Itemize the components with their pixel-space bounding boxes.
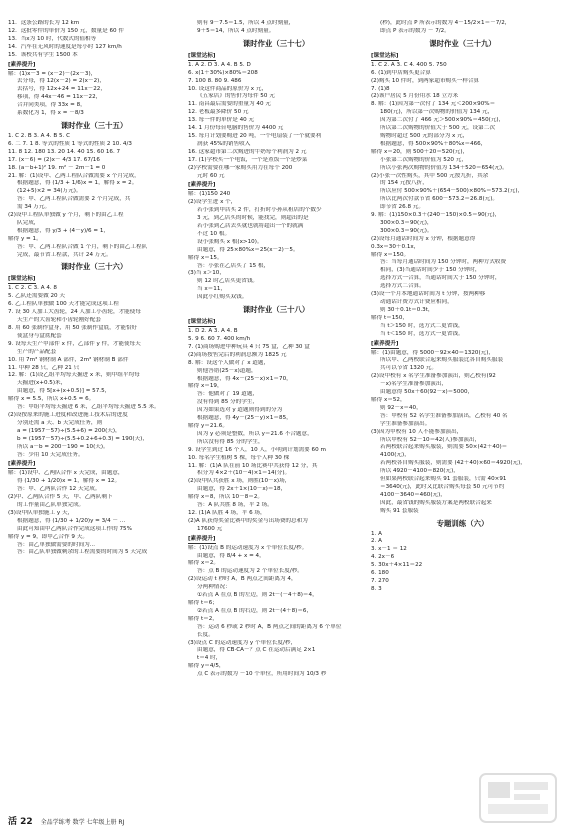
answer-line: 3 元，到乙店买的时候，能找完，则超出的是 xyxy=(197,215,309,222)
answer-line: －x)名学生准备参加演出， xyxy=(380,381,448,388)
answer-line: (2)设甲工程队单独做 y 个月，剩下的由乙工程 xyxy=(8,212,124,219)
answer-line: (2)小张一次性购买，其中 500 元按九折，其余 xyxy=(371,172,489,179)
answer-line: 12. 解：(1)设乙组平均每天掘进 x 米，则甲组平均每 xyxy=(8,372,140,379)
answer-line: 5. 30x＋4×11＝22 xyxy=(371,562,423,569)
answer-line: 选择方式二合算。 xyxy=(380,283,425,290)
section-title-special-6: 专题训练（六） xyxy=(436,518,489,528)
answer-line: 13. 每一件的单价是 40 元 xyxy=(188,117,255,124)
answers-block-d xyxy=(188,328,364,534)
answer-line: 因为第二次付了 466 元＞500×90%＝450(元)， xyxy=(380,117,505,124)
answer-line: 12. 老板最多降价 50 元 xyxy=(188,109,249,116)
answer-line: 的工作量由乙队单独完成。 xyxy=(17,502,85,509)
answer-line: 分别还需 a 天、b 天完成任务，则 xyxy=(17,419,103,426)
answer-line: 11. 解：(1)A 队在前 10 场比赛中共获得 12 分，其 xyxy=(188,462,318,469)
answer-line: 17. (1)学校买一个电饭，一个是煮饭一个是炒菜 xyxy=(188,156,308,163)
answer-line: 7. 设 30 人加工大齿轮，24 人加工小齿轮，才能使每 xyxy=(8,309,141,316)
answer-line: 分两种情况： xyxy=(197,584,231,591)
subsection-heading: [素养提升] xyxy=(8,61,36,68)
subsection-heading: [素养提升] xyxy=(371,340,399,347)
answer-line: 所以甲、乙两校联合起来购买服装比各自购买服装 xyxy=(380,357,504,364)
answers-block-c xyxy=(8,133,180,260)
answer-line: 由题意，得 5[x+(x+0.5)] = 57.5， xyxy=(17,388,111,395)
answer-line: 21. 解：(1)设甲、乙两工程队合做需要 x 个月完成， xyxy=(8,172,140,179)
answer-line: 由题意，得 2x＋1×(10－x)＝18， xyxy=(197,486,287,493)
answer-line: ①若点 A 在点 B 的左边，则 2t－(－4＋8)＝4， xyxy=(197,592,318,599)
answer-line: 解得 x＝8，所以 10－8＝2。 xyxy=(188,494,264,501)
answer-line: 系数化为 1，得 x = －8/3 xyxy=(17,110,84,117)
answers-block-e xyxy=(188,545,364,679)
answer-line: 购买 91 套服装 xyxy=(380,507,419,514)
answer-line: 所以第二次购物的价值大于 500 元，设第二次 xyxy=(380,125,495,132)
answer-line: 小张第二次购物的价值为 520 元， xyxy=(380,156,467,163)
answer-line: 8. 用 60 张制作盒身，用 50 张制作盒底，才能恰好 xyxy=(8,325,138,331)
answer-line: 7. (1)8 xyxy=(371,85,390,92)
answer-line: 学生准备参加演出。 xyxy=(380,420,431,427)
answer-line: 解得 x＝15。 xyxy=(188,254,223,261)
answer-line: 解得 x＝150。 xyxy=(371,251,410,258)
answer-line: 解得 t＝6； xyxy=(188,600,218,606)
answer-line: (3)因为甲校有 10 人不能参加演出， xyxy=(371,428,463,435)
answer-line: 完成，最节省工程款，共计 24 万元。 xyxy=(17,251,112,258)
subsection-heading: [素养提升] xyxy=(188,535,216,542)
answers-block-a xyxy=(188,20,364,36)
answer-line: (2)A 队获得奖金比赛中的奖金与出场费的总和为 xyxy=(188,517,308,524)
answer-line: 10. 用 7m³ 钢材制 A 部件，2m³ 钢材制 B 部件 xyxy=(8,356,129,363)
answer-line: 答：当每月通话时间为 150 分钟时，两种方式收费 xyxy=(380,259,507,266)
answer-line: 10. 每名学生植树 5 棵，每个人种 30 棵 xyxy=(188,454,290,461)
answer-line: 相同，(3)当通话时间少于 150 分钟时， xyxy=(380,267,481,274)
answer-line: 根据题意，得 (1/3 + 1/6)x = 1，解得 x = 2。 xyxy=(17,180,138,187)
answer-line: 300×0.3＝90(元)， xyxy=(380,219,433,226)
subsection-heading: [素养提升] xyxy=(188,182,216,189)
answer-line: 答：A 队共胜 8 场，平 2 场。 xyxy=(197,502,273,509)
answer-line: 17600 元 xyxy=(197,525,223,532)
answer-line: 答：由乙队单独做剩余的工程需要的时间为 5 天完成 xyxy=(17,549,148,556)
answer-line: 8. 解：(1)因为第一次付了 134 元＜200×90%＝ xyxy=(371,101,496,108)
answer-line: 9. 解：(1)150×0.3＋(240－150)×0.5＝90(元)， xyxy=(371,212,501,219)
answer-line: 6. (1)到甲店购买更合算 xyxy=(371,69,431,76)
answer-line: 根据题意，得 (1/30 + 1/20)y = 3/4 － ... xyxy=(17,517,126,524)
answer-line: 答：小张在乙店买了 15 根， xyxy=(197,262,270,269)
answer-line: 由题意得 50x＋60(92－x)＝5000， xyxy=(380,389,474,396)
answer-line: 点 C 表示的数为 －10 个单位，所用时间为 10/3 秒 xyxy=(197,671,327,678)
answer-line: 答：甲、乙两工程队合做需要 2 个月完成，共 xyxy=(17,196,131,203)
answer-line: 答：甲、乙两队合作 12 天完成。 xyxy=(17,486,101,493)
section-title-36: 课时作业（三十六） xyxy=(60,262,128,272)
answer-line: 8. 3 xyxy=(371,585,382,592)
answer-line: (2)商场按售完后的利润总额为 1825 元 xyxy=(188,351,287,358)
answer-line: b = (1957－57)÷(5.5+0.2+6+0.3) = 190(天)， xyxy=(17,435,148,442)
answer-line: 8. 解：设这个人做对了 x 道题， xyxy=(188,359,270,366)
answer-line: 根据题意，得 y/3 + (4－y)/6 = 1， xyxy=(17,227,110,234)
answer-line: 当 t＜150 时，选方式一更省钱。 xyxy=(380,330,464,337)
answer-line: 15．该校共有学生 1500 本 xyxy=(8,51,78,58)
answer-line: 1. D 2. A 3. A 4. B xyxy=(188,328,238,335)
answer-line: 所以小张两次购物的价值为 134＋520＝654(元)。 xyxy=(380,164,508,171)
answer-line: 答：甲校有 52 名学生准备参加演出，乙校有 40 名 xyxy=(380,412,508,419)
answer-line: 共可以节省 1320 元。 xyxy=(380,365,437,372)
answer-line: (秒)，此时点 P 所表示的数为 4－15/2×1＝－7/2， xyxy=(380,20,511,26)
answer-line: 1. A xyxy=(371,530,382,537)
section-title-38: 课时作业（三十八） xyxy=(242,305,310,315)
answer-line: 答：少用 10 天完成任务。 xyxy=(17,451,84,458)
answers-block-a xyxy=(371,20,554,36)
answer-line: 解得 y＝21.6。 xyxy=(188,422,228,429)
answer-line: 答：点 B 的运动速度为 2 个单位长度/秒。 xyxy=(197,568,303,575)
answer-line: 解得 x＝2。 xyxy=(188,560,220,567)
answer-line: 18. (a－b+1)² 19. m² － 2m－1 = 0 xyxy=(8,164,106,171)
answer-line: t＝4 时， xyxy=(197,655,222,662)
answer-line: 1. A 2. D 3. A 4. B 5. D xyxy=(188,61,251,68)
answer-line: 即点 P 表示的数为 － 7/2。 xyxy=(380,27,450,34)
answer-line: 当 t＞150 时，选方式二更省钱， xyxy=(380,322,464,329)
answer-line: 9. 设学生到过 16 个人，10 人，小明到计划需要 60 m xyxy=(188,446,326,453)
answers-block-b xyxy=(371,62,554,339)
answer-line: 7. 270 xyxy=(371,578,389,584)
answer-line: 9＋5＝14，所以 4 点时刻量。 xyxy=(197,27,275,34)
answer-line: 10. 设这件商品的原价为 x 元， xyxy=(188,85,268,92)
answer-line: 4100－3640＝460(元)， xyxy=(380,491,446,498)
subsection-heading: [课堂达标] xyxy=(371,52,399,59)
answer-line: 使盒身与盒底配套 xyxy=(17,332,62,339)
answer-line: 5. 乙队还需要做 20 天 xyxy=(8,293,65,300)
answer-line: 解：(1)x－3 = (x－2)－(2x－3)， xyxy=(8,70,97,77)
answer-line: 1. C 2. A 3. C 4. 400 5. 750 xyxy=(371,61,447,68)
answer-line: 11. 甲种 28 只，乙种 21 只 xyxy=(8,364,80,371)
answers-block-d xyxy=(8,285,180,459)
answer-line: 天生产的大齿轮和小齿轮刚好配套 xyxy=(17,317,101,324)
answer-line: 由题意，得 CB·CA－？点 C 在运动后满足 2×1 xyxy=(197,647,316,654)
answer-column-left xyxy=(8,20,180,557)
answer-line: (3)设一个月本地通话时间为 t 分钟，按两种移 xyxy=(371,291,486,298)
answer-line: (3)设甲队单独施工 y 天， xyxy=(8,509,74,516)
answer-line: 则他答错(25－x)道题， xyxy=(197,367,257,374)
answer-line: 若小张到乙店去买就也就将超出一个的就满 xyxy=(197,223,304,230)
answers-block-d xyxy=(371,531,554,594)
answer-line: 因为如果选对 y 道题则得到的分为 xyxy=(197,407,283,414)
answer-line: 13．当x为 10 时，代数式的值相等 xyxy=(8,35,97,42)
answer-line: 答：甲组平均每天掘进 6 米，乙组平均每天掘进 5.5 米。 xyxy=(17,404,160,411)
answer-line: 生产的产品配套 xyxy=(17,348,57,355)
answer-line: 5. 9 6. 60 7. 400 km/h xyxy=(188,336,251,342)
answer-line: (3)设点 C 的运动速度为 y 个单位长度/秒， xyxy=(188,639,297,646)
answer-line: 由题意，得 25×80%x＝25(x－2)－5。 xyxy=(197,246,299,253)
answer-line: 根据题意，得 4y－(25－y)×1＝85， xyxy=(197,415,292,422)
answer-line: 15. 每月计划要购进 20 吨，一个电扇装了一个就要利 xyxy=(188,132,322,139)
answer-line: 6. x(1＋30%)×80%＝208 xyxy=(188,69,258,76)
answer-line: 所以 4920－4100＝820(元)， xyxy=(380,468,459,475)
answer-line: 12. (1)A 队胜 4 场，平 6 场， xyxy=(188,509,266,516)
answer-line: 由题意，得 8/4 + x = 4， xyxy=(197,552,265,559)
answer-line: (2)设运动 t 秒时 A，B 两点之间距离为 4， xyxy=(188,576,297,583)
answer-line: 所以 a－b = 200－190 = 10(天)。 xyxy=(17,443,109,450)
answer-line: 设小张购买 x 根(x>10)。 xyxy=(197,238,263,245)
answer-line: 根据题意，得 4x－(25－x)×1＝70， xyxy=(197,375,292,382)
answers-block-b xyxy=(8,71,180,118)
answer-line: 7. 100 8. 80 9. 486 xyxy=(188,77,242,84)
answer-line: 答：他做对了 19 道题， xyxy=(197,391,259,398)
answer-line: 14．汽车在无风时的速度是每小时 127 km/h xyxy=(8,43,122,50)
answer-line: 购物时超过 500 元的部分为 x 元， xyxy=(380,132,469,139)
answer-line: 元时 60 元 xyxy=(197,172,225,179)
answer-line: 14. 1 月份每台电脑的售价为 4400 元 xyxy=(188,125,284,132)
answer-line: 解：(1)由题意，得 5000－92×40＝1320(元)， xyxy=(371,349,494,356)
answer-line: 180(元)，所以第一次购物的价值为 134 元， xyxy=(380,109,494,116)
answer-line: 7. (1)商场购进甲种玩具 4 只 75 盒，乙种 30 盒 xyxy=(188,343,310,350)
answer-line: 的 154 元按八折， xyxy=(380,180,428,187)
answer-line: 6. 二 7. 1 8. 等式的性质 1 等式的性质 2 10. 4/3 xyxy=(8,140,132,147)
answer-line: (2)购买 10 件时，到两家超市购买一样合算 xyxy=(371,77,480,84)
answer-line: 答：由乙单独做需要的时间为... xyxy=(17,541,96,548)
answer-line: 11．这条公路的长为 12 km xyxy=(8,20,80,26)
answer-line: 11. 8 12. 180 13. 20 14. 40 15. 60 16. 7 xyxy=(8,148,121,155)
answer-line: 11. 南昌最后需要的重量为 40 元 xyxy=(188,101,271,108)
answer-line: 9. 设每天生产甲部件 x 件，乙部件 y 件，才能使每天 xyxy=(8,340,141,347)
answer-line: 6. 180 xyxy=(371,570,389,577)
answer-line: 若两校联合起来购买服装，则需要 50×(42＋40)＝ xyxy=(380,444,508,451)
section-title-35: 课时作业（三十五） xyxy=(60,120,128,130)
answer-line: 4100(元)， xyxy=(380,452,410,459)
answer-line: (2)设甲校有 x 名学生准备参加演出，则乙校有(92 xyxy=(371,373,496,380)
answer-line: 解：(1)设甲、乙两队合作 x 天完成，由题意， xyxy=(8,470,124,477)
answer-line: 得 (1/30 + 1/20)x = 1，解得 x = 12。 xyxy=(17,478,121,485)
answer-line: 1. C 2. C 3. A 4. 8 xyxy=(8,285,57,292)
section-title-39: 课时作业（三十九） xyxy=(429,38,496,48)
answer-line: 则 92－x＝40， xyxy=(380,404,422,411)
answer-line: 没有得到 85 分的学生， xyxy=(197,399,259,406)
answer-line: 解得 t＝150， xyxy=(371,314,409,321)
subsection-heading: [课堂达标] xyxy=(8,276,36,283)
answer-line: a = (1957－57)÷(5.5+6) = 200(天)， xyxy=(17,427,121,434)
answers-block-c xyxy=(188,191,364,302)
answer-line: 由此可知由甲乙两队合作完成这项工作的 75% xyxy=(17,525,132,532)
answer-line: 所以甲校有 52－10＝42(人)参加演出， xyxy=(380,436,481,443)
answer-line: 根据题意，得 500×90%＋80%x＝466， xyxy=(380,140,487,147)
answer-line: 答：甲、乙两工程队合做 1 个月，剩下的由乙工程队 xyxy=(17,243,148,250)
answer-line: 因此小红购买双钱。 xyxy=(197,294,248,301)
answer-line: 但如果两校联合起来购买 91 套服装，只需 40×91 xyxy=(380,476,507,483)
answer-line: 不过 10 根。 xyxy=(197,230,231,237)
answer-line: (2)设按原来的施工进度和改进施工技术后的进度 xyxy=(8,411,128,418)
answer-line: 去分母，得 12(x－2) = 2(x－2)， xyxy=(17,78,105,85)
answers-block-a xyxy=(8,20,180,60)
answer-line: 需 34 万元。 xyxy=(17,204,51,211)
answer-line: 1. C 2. B 3. A 4. B 5. C xyxy=(8,132,71,139)
answer-line: 去括号，得 12x+24 = 11x－22， xyxy=(17,86,106,93)
answer-line: 解得 x＝20，则 500＋20＝520(元)， xyxy=(371,148,469,155)
answer-line: (2)设每月通话时间为 x 分钟，根据题意得 xyxy=(371,235,476,242)
page-footer xyxy=(8,816,554,830)
answer-line: (2)学校需要在哪一家购买用力在每个 200 xyxy=(188,164,293,171)
answer-line: 解得 y = 9，即甲乙合作 9 天。 xyxy=(8,533,88,540)
answer-line: 3. x－1 ＝ 12 xyxy=(371,546,407,553)
answer-line: 17. (x－6) = (2)x－ 4/3 17. 67/16 xyxy=(8,156,100,163)
answer-line: 选择方式一合算，当通话时间大于 150 分钟时， xyxy=(380,275,501,282)
answer-line: 解得 x = 5.5，所以 x+0.5 = 6。 xyxy=(8,396,95,403)
answer-line: 答：运动 6 秒或 2 秒时 A，B 两点之间的距离为 6 个单位 xyxy=(197,623,342,630)
answer-line: 积分为 4×2＋(10－4)×1＝14(分)。 xyxy=(197,470,291,477)
answer-line: (2)设甲队共获胜 x 场，则胜(10－x)场， xyxy=(188,478,291,485)
answer-line: (2)设学生进 x 个， xyxy=(188,199,237,206)
answer-column-right xyxy=(371,20,554,594)
answer-line: (3)当 x＞10， xyxy=(188,270,225,277)
answer-line: 《五家店》的售价为每件 50 元 xyxy=(197,93,275,100)
section-title-37: 课时作业（三十七） xyxy=(242,38,310,48)
answer-line: 队完成， xyxy=(17,219,40,226)
answer-line: 所以没有得 85 分的学生， xyxy=(197,438,264,445)
answer-line: 润获 45%的销售收入 xyxy=(197,140,251,147)
answer-line: 解得 y＝4/5， xyxy=(188,663,225,670)
answers-block-e xyxy=(8,470,180,557)
answer-line: 即节省 26.8 元。 xyxy=(380,204,424,211)
answer-line: 则 12 时乙店买更省钱。 xyxy=(197,278,259,285)
answer-line: 因此，最省钱的购买服装方案是两校联合起来 xyxy=(380,499,492,506)
answers-block-b xyxy=(188,62,364,181)
answer-line: 解：(1)150 240 xyxy=(188,191,231,198)
answer-line: 12．这批零件的单价为 150 元，数量是 60 件 xyxy=(8,27,124,34)
answer-line: ②若点 A 在点 B 的右边，则 2t－(4＋8)＝6， xyxy=(197,607,313,614)
answer-line: 当 x＝11， xyxy=(197,286,226,293)
answer-line: 长度。 xyxy=(197,631,214,638)
answer-line: 16. 这家超市第二次购进的牛奶每个利润为 2 元 xyxy=(188,148,307,155)
answer-line: 解：(1)设点 B 的运动速度为 x 个单位长度/秒。 xyxy=(188,544,308,551)
answer-line: ＝3640(元)，此时又比联合购买每套 50 元可节约 xyxy=(380,483,505,490)
answer-line: 合并同类项，得 33x = 8， xyxy=(17,102,86,109)
answer-line: (2)该户居民 5 月份用水 18 立方米 xyxy=(371,93,459,100)
answer-line: 则 30＋0.1t＝0.3t， xyxy=(380,306,434,313)
answer-line: 解得 x＝19， xyxy=(188,383,223,390)
answer-line: 因为 y 必须是整数，所以 y＝21.6 不合题意， xyxy=(197,430,313,437)
answer-line: 所以比两次付款节省 600－573.2＝26.8(元)。 xyxy=(380,196,499,203)
answer-line: 天掘进(x+0.5)米， xyxy=(17,380,67,387)
subsection-heading: [课堂达标] xyxy=(188,319,216,326)
subsection-heading: [课堂达标] xyxy=(188,52,216,59)
answer-line: 所以应付 500×90%＋(654－500)×80%＝573.2(元)， xyxy=(380,188,524,195)
book-title: 全品学练考 数学 七年级上册 RJ xyxy=(40,819,125,827)
answer-line: 300×0.3＝90(元)。 xyxy=(380,227,433,234)
answer-column-middle xyxy=(188,20,364,679)
answer-line: 若小张到甲店买 2 件，打折时小孙从租店的个数少 xyxy=(197,207,322,214)
answers-block-c xyxy=(371,350,554,516)
answer-line: 解得 y = 1。 xyxy=(8,235,42,242)
answer-line: (2)甲、乙两队合作 5 天，甲、乙两队剩下 xyxy=(8,494,113,501)
answer-line: 移项，得 44x－46 = 11x－22， xyxy=(17,94,102,101)
answer-line: 6. 乙工程队单独做 100 天才能完成这项工程 xyxy=(8,301,119,308)
answer-line: 动通话计费方式计费应相同， xyxy=(380,299,453,305)
answer-line: 解得 x＝52， xyxy=(371,396,406,403)
subsection-heading: [素养提升] xyxy=(8,461,36,468)
answer-line: 4. 2x－6 xyxy=(371,554,395,561)
answer-line: 则有 9－7.5＝1.5，所以 4 点时刻量， xyxy=(197,20,295,26)
answer-line: 2. A xyxy=(371,538,382,545)
page-number: 活 22 xyxy=(8,817,33,828)
answer-line: 若两校各自购买服装，则需要 (42＋40)×60＝4920(元)， xyxy=(380,460,526,467)
answer-line: 0.3x＝30＋0.1x， xyxy=(371,243,420,250)
answer-line: 解得 t＝2， xyxy=(188,615,218,622)
answer-line: (12+5)×2 = 34(万元)。 xyxy=(17,188,82,195)
